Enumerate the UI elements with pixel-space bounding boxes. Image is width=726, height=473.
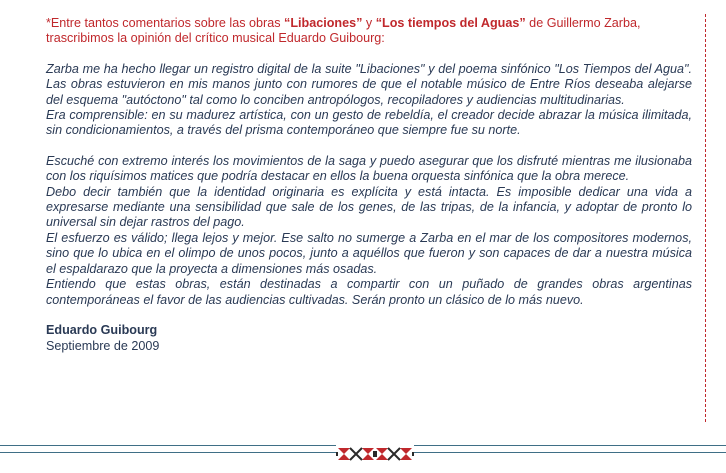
quote-paragraph-1: Zarba me ha hecho llegar un registro digital de la suite "Libaciones" y del poema sinfónico "Los Tiempos del Agua". Las obras estuvieron en mis manos junto con rumores de que el notable músico de Entre Ríos deseaba alejarse del esquema "autóctono" tal como lo conciben antropólogos, recopiladores y audiencias multitudinarias. [46, 61, 692, 107]
quote-paragraph-4: Debo decir también que la identidad originaria es explícita y está intacta. Es imposible dedicar una vida a expresarse mediante una sensibilidad que sale de los genes, de las tripas, de la infancia, y adoptar de pronto lo universal sin dejar rastros del pago. [46, 184, 692, 230]
dashed-vertical-divider [705, 14, 706, 422]
quote-paragraph-5: El esfuerzo es válido; llega lejos y mejor. Ese salto no sumerge a Zarba en el mar de los compositores modernos, sino que lo ubica en el olimpo de unos pocos, junto a aquéllos que fueron y son capaces de dar a nuestra música el espaldarazo que la proyecta a dimensiones más osadas. [46, 230, 692, 276]
intro-text [46, 16, 692, 47]
work-title-libaciones: “Libaciones” [284, 16, 363, 30]
quote-paragraph-2: Era comprensible: en su madurez artística, con un gesto de rebeldía, el creador decide abrazar la música ilimitada, sin condicionamientos, a través del prisma contemporáneo que siempre fue su norte. [46, 108, 692, 138]
intro-line2: trascribimos la opinión del crítico musical Eduardo Guibourg: [46, 31, 385, 46]
work-title-tiempos: “Los tiempos del Aguas” [375, 16, 526, 30]
intro-conjunction: y [362, 16, 376, 30]
intro-prefix: *Entre tantos comentarios sobre las obras [46, 16, 285, 30]
quote-paragraph-6: Entiendo que estas obras, están destinadas a compartir con un puñado de grandes obras argentinas contemporáneas el favor de las audiencias cultivadas. Serán pronto un clásico de lo más nuevo. [46, 277, 692, 307]
intro-suffix: de Guillermo Zarba, [525, 16, 641, 30]
quote-paragraph-3: Escuché con extremo interés los movimientos de la saga y puedo asegurar que los disfruté mientras me ilusionaba con los riquísimos matices que podría destacar en ellos la buena orquesta sinfónica que la obra merece. [46, 153, 692, 184]
article-body [46, 16, 692, 355]
signature-date: Septiembre de 2009 [46, 339, 160, 354]
signature-name: Eduardo Guibourg [46, 322, 158, 337]
footer-ornament-icon [336, 440, 414, 468]
